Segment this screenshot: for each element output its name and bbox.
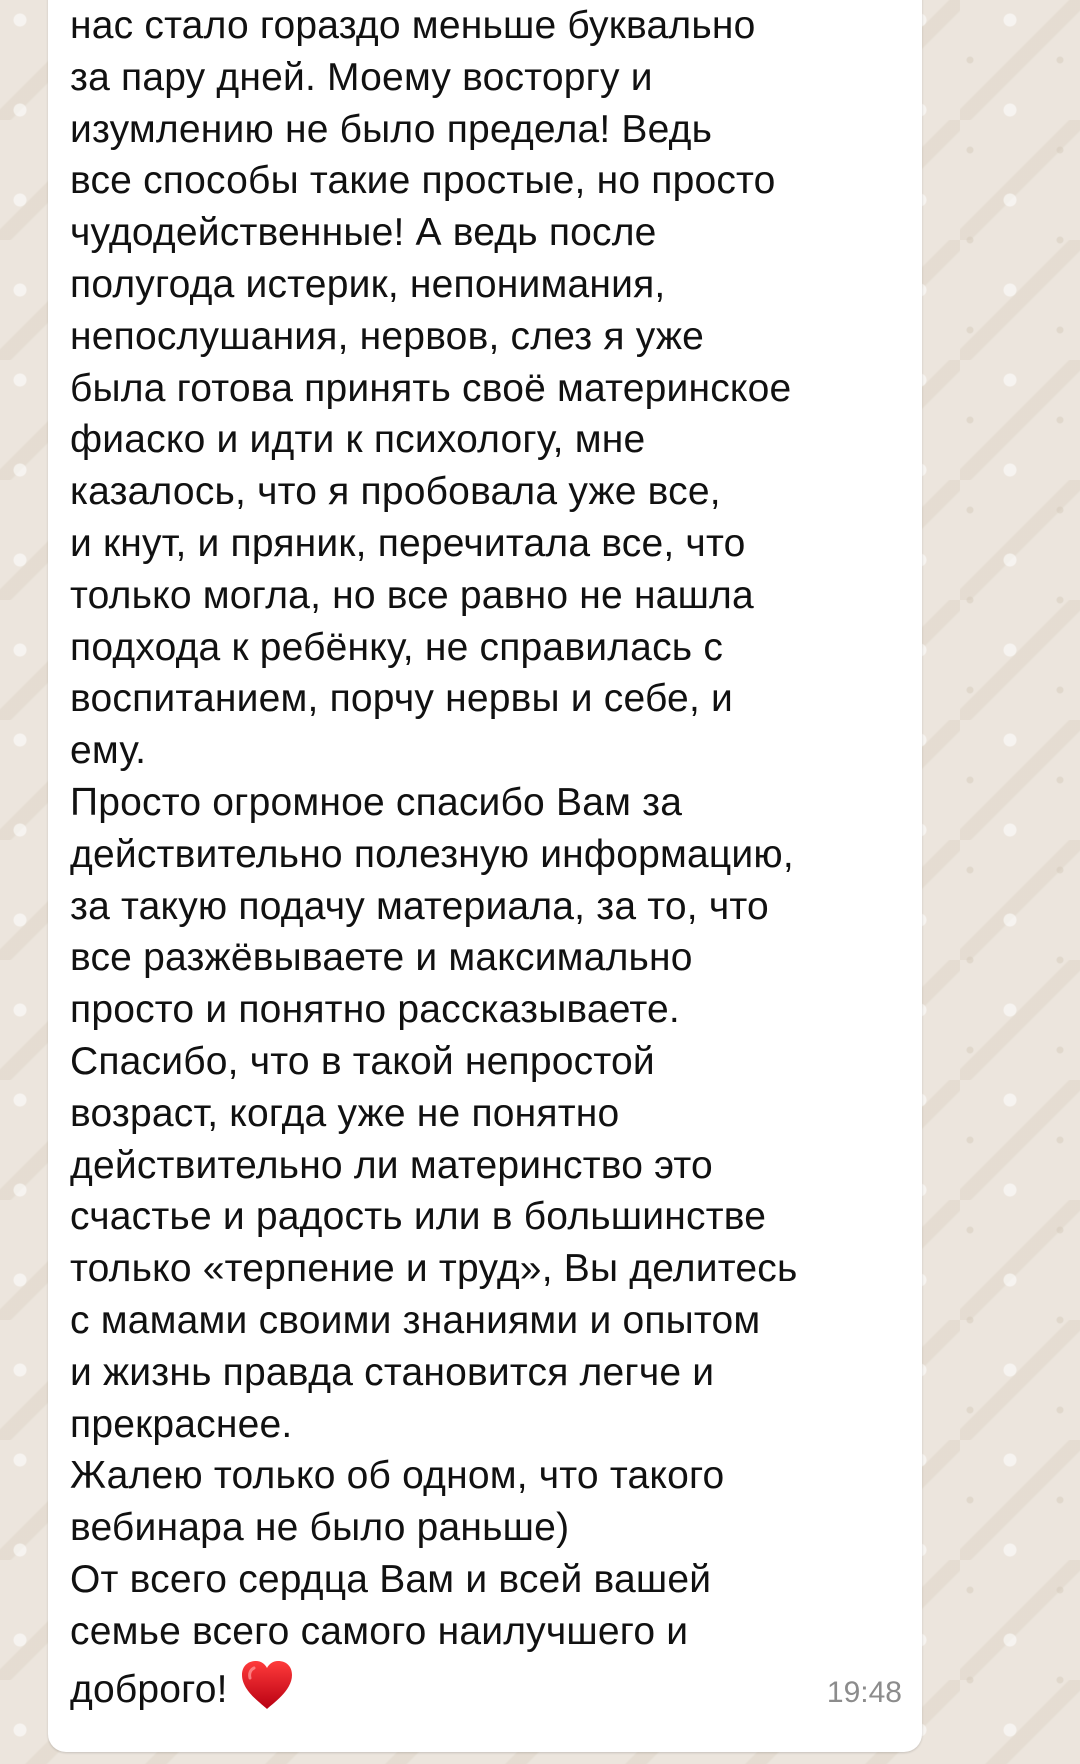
heart-icon xyxy=(238,1658,296,1712)
message-body: нас стало гораздо меньше буквально за пару дней. Моему восторгу и изумлению не было предела! Ведь все способы такие простые, но просто чудодейственные! А ведь после полугода истерик, непонимания, непослушания, нервов, слез я уже была готова принять своё материнское фиаско и идти к психологу, мне казалось, что я пробовала уже все, и кнут, и пряник, перечитала все, что только могла, но все равно не нашла подхода к ребёнку, не справилась с воспитанием, порчу нервы и себе, и ему. Просто огромное спасибо Вам за действительно полезную информацию, за такую подачу материала, за то, что все разжёвываете и максимально просто и понятно рассказываете. Спасибо, что в такой непростой возраст, когда уже не понятно действительно ли материнство это счастье и радость или в большинстве только «терпение и труд», Вы делитесь с мамами своими знаниями и опытом и жизнь правда становится легче и прекраснее. Жалею только об одном, что такого вебинара не было раньше) От всего сердца Вам и всей вашей семье всего самого наилучшего и доброго! xyxy=(70,4,798,1711)
message-timestamp: 19:48 xyxy=(826,1676,902,1709)
message-text xyxy=(70,0,902,1715)
message-bubble[interactable] xyxy=(48,0,922,1752)
